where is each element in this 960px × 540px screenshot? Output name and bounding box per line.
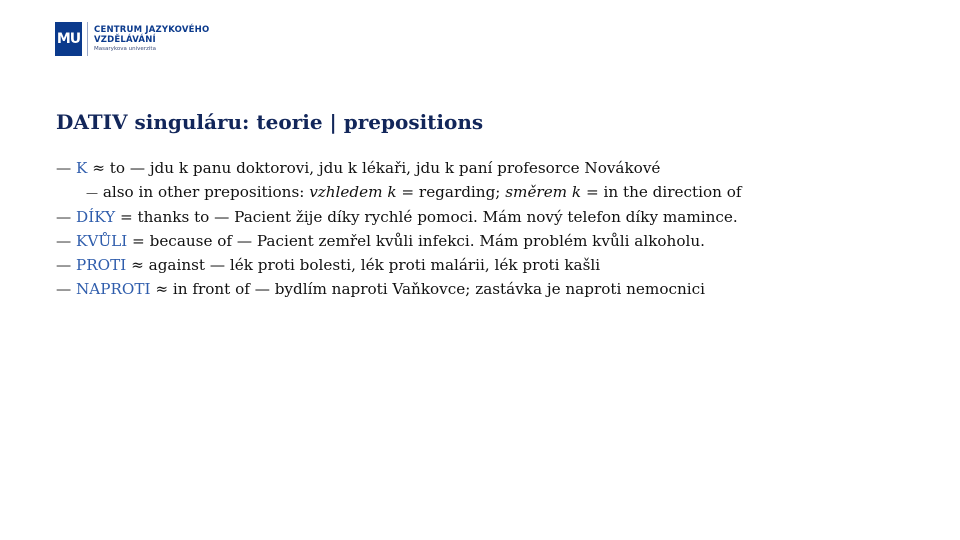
bullet-dash: — [56, 208, 72, 226]
sub-bullet-text-c: = regarding; [396, 183, 506, 201]
logo-line-3: Masarykova univerzita [94, 45, 156, 52]
mu-logo-icon: MU [55, 22, 82, 56]
logo-text [94, 25, 209, 54]
logo-line-1: CENTRUM JAZYKOVÉHO [94, 24, 210, 35]
bullet-k [56, 156, 936, 180]
keyword-proti: PROTI [76, 256, 127, 274]
bullet-dash: — [56, 256, 72, 274]
bullet-proti-text: ≈ against — lék proti bolesti, lék proti malárii, lék proti kašli [126, 256, 601, 274]
keyword-diky: DÍKY [76, 208, 116, 226]
sub-bullet-vzhledem: vzhledem k [309, 183, 397, 201]
bullet-naproti-text: ≈ in front of — bydlím naproti Vaňkovce; zastávka je naproti nemocnici [150, 280, 705, 298]
logo-divider [87, 22, 88, 56]
sub-bullet-text-e: = in the direction of [581, 183, 742, 201]
slide-content [56, 156, 936, 301]
institution-logo [55, 22, 209, 56]
keyword-naproti: NAPROTI [76, 280, 151, 298]
logo-line-2: VZDĚLÁVÁNÍ [94, 34, 156, 45]
sub-bullet-smerem: směrem k [505, 183, 582, 201]
bullet-kvuli-text: = because of — Pacient zemřel kvůli infekci. Mám problém kvůli alkoholu. [127, 232, 705, 250]
bullet-diky-text: = thanks to — Pacient žije díky rychlé pomoci. Mám nový telefon díky mamince. [115, 208, 738, 226]
bullet-dash: — [56, 232, 72, 250]
bullet-diky [56, 205, 936, 229]
bullet-proti [56, 253, 936, 277]
bullet-k-text: ≈ to — jdu k panu doktorovi, jdu k lékaři, jdu k paní profesorce Novákové [87, 159, 661, 177]
bullet-kvuli [56, 229, 936, 253]
sub-bullet-text-a: also in other prepositions: [98, 183, 310, 201]
keyword-k: K [76, 159, 88, 177]
sub-bullet-k [56, 180, 936, 205]
keyword-kvuli: KVŮLI [76, 232, 128, 250]
bullet-dash: — [56, 159, 72, 177]
sub-bullet-dash: — [86, 186, 98, 200]
slide-title: DATIV singuláru: teorie | prepositions [56, 110, 484, 134]
bullet-dash: — [56, 280, 72, 298]
bullet-naproti [56, 277, 936, 301]
